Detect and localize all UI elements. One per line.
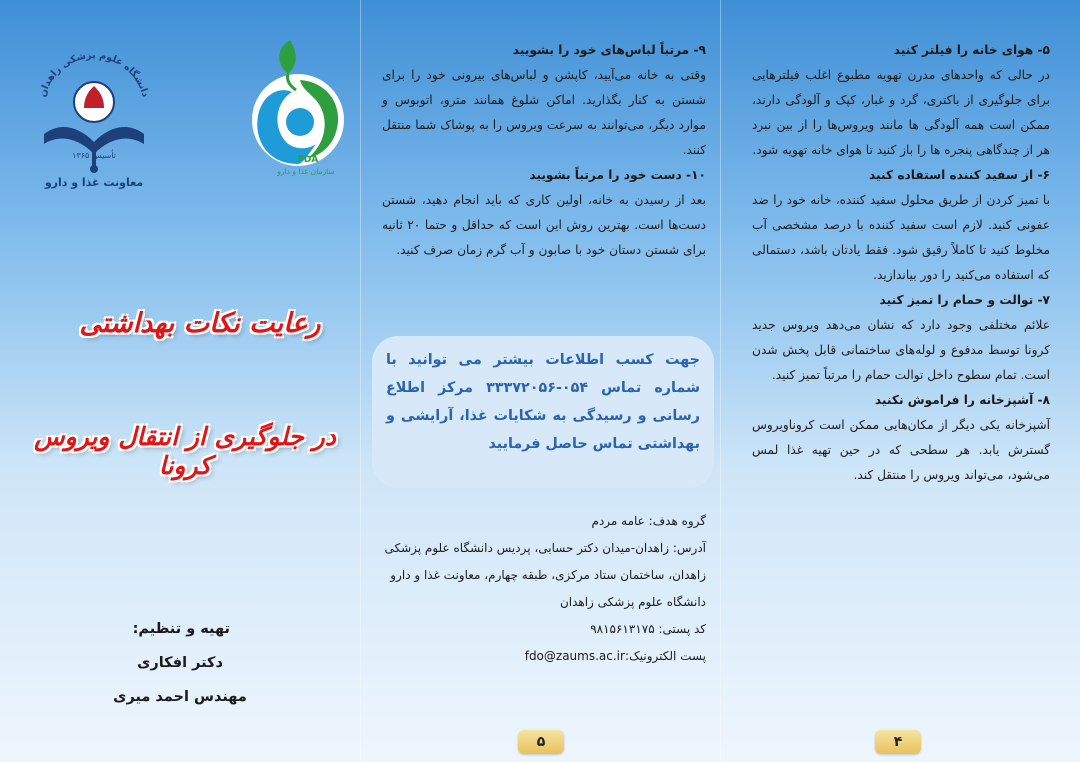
university-emblem-icon	[30, 38, 158, 190]
university-caption: معاونت غذا و دارو	[44, 176, 144, 189]
section-7-heading: ۷- توالت و حمام را تمیز کنید	[879, 293, 1050, 307]
section-9-heading: ۹- مرتباً لباس‌های خود را بشویید	[512, 43, 706, 57]
email-line	[382, 643, 706, 670]
fda-name-text: سازمان غذا و دارو	[277, 167, 335, 176]
credits-label: تهیه و تنظیم:	[132, 621, 230, 637]
credits	[80, 612, 280, 714]
section-9-body: وقتی به خانه می‌آیید، کاپشن و لباس‌های بیرونی خود را برای شستن به کنار بگذارید. اماکن شلوغ همانند مترو، اتوبوس و موارد دیگر، می‌توانند به سرعت ویروس را به پوشاک شما منتقل کنند.	[382, 68, 706, 157]
contact-details	[382, 508, 706, 670]
section-8-body: آشپزخانه یکی دیگر از مکان‌هایی ممکن است کروناویروس گسترش یابد. هر سطحی که در حین تهیه غذا لمس می‌شود، می‌تواند ویروس را منتقل کند.	[752, 418, 1050, 482]
credits-person-2: مهندس احمد میری	[113, 689, 247, 705]
title-line-2: در جلوگیری از انتقال ویروس کرونا	[34, 422, 336, 480]
contact-info-box: جهت کسب اطلاعات بیشتر می توانید با شماره تماس ۰۵۴-۳۳۳۷۲۰۵۶ مرکز اطلاع رسانی و رسیدگی به شکایات غذا، آرایشی و بهداشتی تماس حاصل فرمایید	[372, 336, 714, 488]
email-label: پست الکترونیک:	[624, 649, 706, 663]
section-10-heading: ۱۰- دست خود را مرتباً بشویید	[529, 168, 706, 182]
fold-line-left	[360, 0, 361, 762]
page-5-content	[382, 38, 706, 263]
email-address: fdo@zaums.ac.ir	[524, 649, 625, 663]
section-6-heading: ۶- از سفید کننده استفاده کنید	[869, 168, 1050, 182]
leaf-drop-icon	[236, 34, 360, 184]
section-7-body: علائم مختلفی وجود دارد که نشان می‌دهد ویروس جدید کرونا توسط مدفوع و لوله‌های ساختمانی قابل پخش شدن است. تمام سطوح داخل توالت حمام را مرتباً تمیز کنید.	[752, 318, 1050, 382]
section-10-body: بعد از رسیدن به خانه، اولین کاری که باید انجام دهید، شستن دست‌ها است. بهترین روش این است که حداقل و حتما ۲۰ ثانیه برای شستن دستان خود با صابون و آب گرم زمان صرف کنید.	[382, 193, 706, 257]
section-5-body: در حالی که واحدهای مدرن تهویه مطبوع اغلب فیلترهایی برای جلوگیری از باکتری، گرد و غبار، کپک و آلودگی دارند، ممکن است همه آلودگی ها مانند ویروس‌ها را از بین نبرد هر از چندگاهی پنجره ها را باز کنید تا هوای خانه تهویه شود.	[752, 68, 1050, 157]
section-6-body: با تمیز کردن از طریق محلول سفید کننده، خانه خود را ضد عفونی کنید. لازم است سفید کننده با درصد مشخصی آب مخلوط کنید تا کاملاً رقیق شود. فقط یادتان باشد، دستمالی که استفاده می‌کنید را دور بیاندازید.	[752, 193, 1050, 282]
page-4-content	[752, 38, 1050, 488]
fda-abbr: FDA	[297, 155, 319, 165]
postal-code: کد پستی: ۹۸۱۵۶۱۳۱۷۵	[590, 622, 706, 636]
page-number-5: ۵	[518, 730, 564, 754]
page-number-4: ۴	[875, 730, 921, 754]
fold-line-right	[720, 0, 721, 762]
address: آدرس: زاهدان-میدان دکتر حسابی، پردیس دانشگاه علوم پزشکی زاهدان، ساختمان ستاد مرکزی، طبقه چهارم، معاونت غذا و دارو دانشگاه علوم پزشکی زاهدان	[384, 541, 706, 609]
target-group: گروه هدف: عامه مردم	[591, 514, 706, 528]
section-5-heading: ۵- هوای خانه را فیلتر کنید	[893, 43, 1050, 57]
university-name-text: دانشگاه علوم پزشکی زاهدان	[37, 49, 151, 99]
credits-person-1: دکتر افکاری	[137, 655, 223, 671]
title-line-1: رعایت نکات بهداشتی	[79, 308, 321, 339]
section-8-heading: ۸- آشپزخانه را فراموش نکنید	[874, 393, 1050, 407]
university-year-text: تأسیس ۱۳۶۵	[72, 151, 116, 160]
